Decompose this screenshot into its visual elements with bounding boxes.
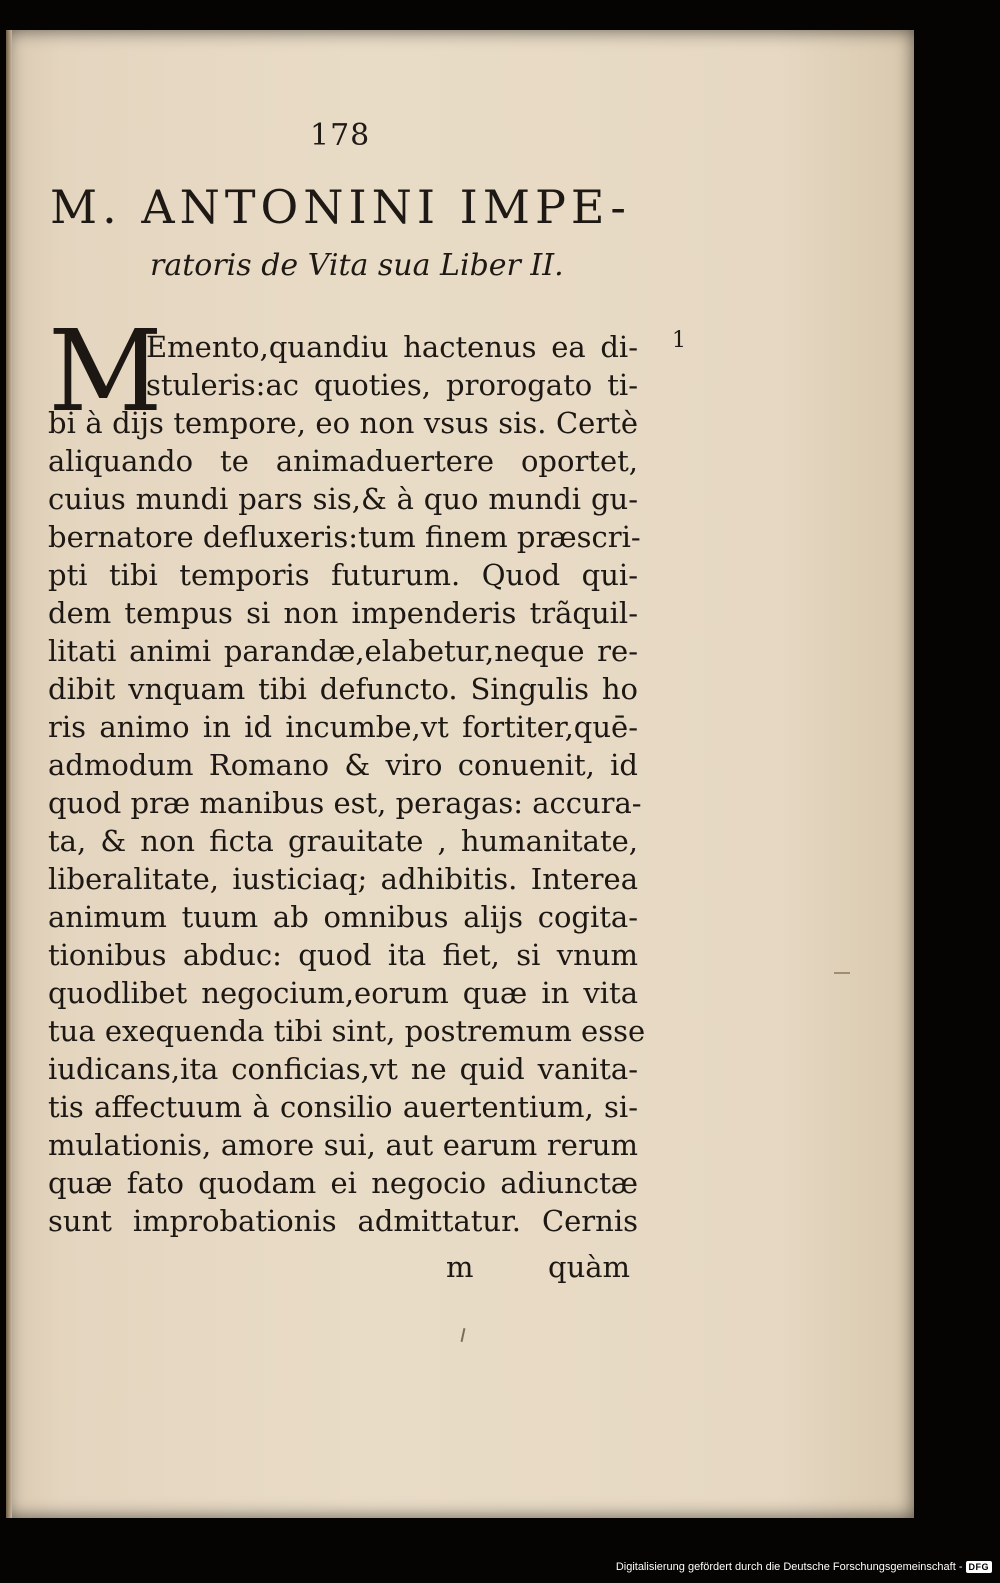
book-page [6, 30, 914, 1518]
footer-credit-text: Digitalisierung gefördert durch die Deutsche Forschungsgemeinschaft - [615, 1561, 963, 1573]
paper-blemish [834, 972, 850, 974]
text-line-13: quod præ manibus est, peragas: accura- [48, 786, 642, 820]
dfg-logo: DFG [966, 1561, 993, 1573]
text-line-24: sunt improbationis admittatur. Cernis [48, 1204, 638, 1238]
text-line-22: mulationis, amore sui, aut earum rerum [48, 1128, 638, 1162]
text-line-19: tua exequenda tibi sint, postremum esse [48, 1014, 646, 1048]
page-number: 178 [310, 118, 371, 153]
text-line-5: cuius mundi pars sis,& à quo mundi gu- [48, 482, 638, 516]
text-line-10: dibit vnquam tibi defuncto. Singulis ho [48, 672, 638, 706]
catchword: quàm [548, 1250, 631, 1284]
text-line-12: admodum Romano & viro conuenit, id [48, 748, 638, 782]
text-line-2: stuleris:ac quoties, prorogato ti- [146, 368, 638, 402]
text-line-3: bi à dijs tempore, eo non vsus sis. Certè [48, 406, 638, 440]
chapter-title-line-1: M. ANTONINI IMPE- [50, 180, 631, 234]
text-line-4: aliquando te animaduertere oportet, [48, 444, 638, 478]
text-line-11: ris animo in id incumbe,vt fortiter,quē- [48, 710, 638, 744]
text-line-8: dem tempus si non impenderis trãquil- [48, 596, 638, 630]
text-line-16: animum tuum ab omnibus alijs cogita- [48, 900, 638, 934]
text-line-6: bernatore defluxeris:tum finem præscri- [48, 520, 641, 554]
text-line-20: iudicans,ita conficias,vt ne quid vanita- [48, 1052, 638, 1086]
text-line-1: Emento,quandiu hactenus ea di- [146, 330, 638, 364]
text-line-9: litati animi parandæ,elabetur,neque re- [48, 634, 638, 668]
page-edge [6, 30, 12, 1518]
text-line-18: quodlibet negocium,eorum quæ in vita [48, 976, 638, 1010]
text-line-15: liberalitate, iusticiaq; adhibitis. Interea [48, 862, 638, 896]
text-line-17: tionibus abduc: quod ita fiet, si vnum [48, 938, 638, 972]
text-line-21: tis affectuum à consilio auertentium, si- [48, 1090, 638, 1124]
text-line-7: pti tibi temporis futurum. Quod qui- [48, 558, 638, 592]
signature-mark: m [446, 1250, 474, 1284]
text-line-14: ta, & non ficta grauitate , humanitate, [48, 824, 638, 858]
paper-blemish [461, 1328, 466, 1342]
drop-cap-initial: M [48, 307, 163, 437]
marginal-note-number: 1 [672, 328, 686, 353]
chapter-title-line-2: ratoris de Vita sua Liber II. [150, 248, 564, 283]
text-line-23: quæ fato quodam ei negocio adiunctæ [48, 1166, 638, 1200]
digitization-credit [616, 1559, 992, 1575]
